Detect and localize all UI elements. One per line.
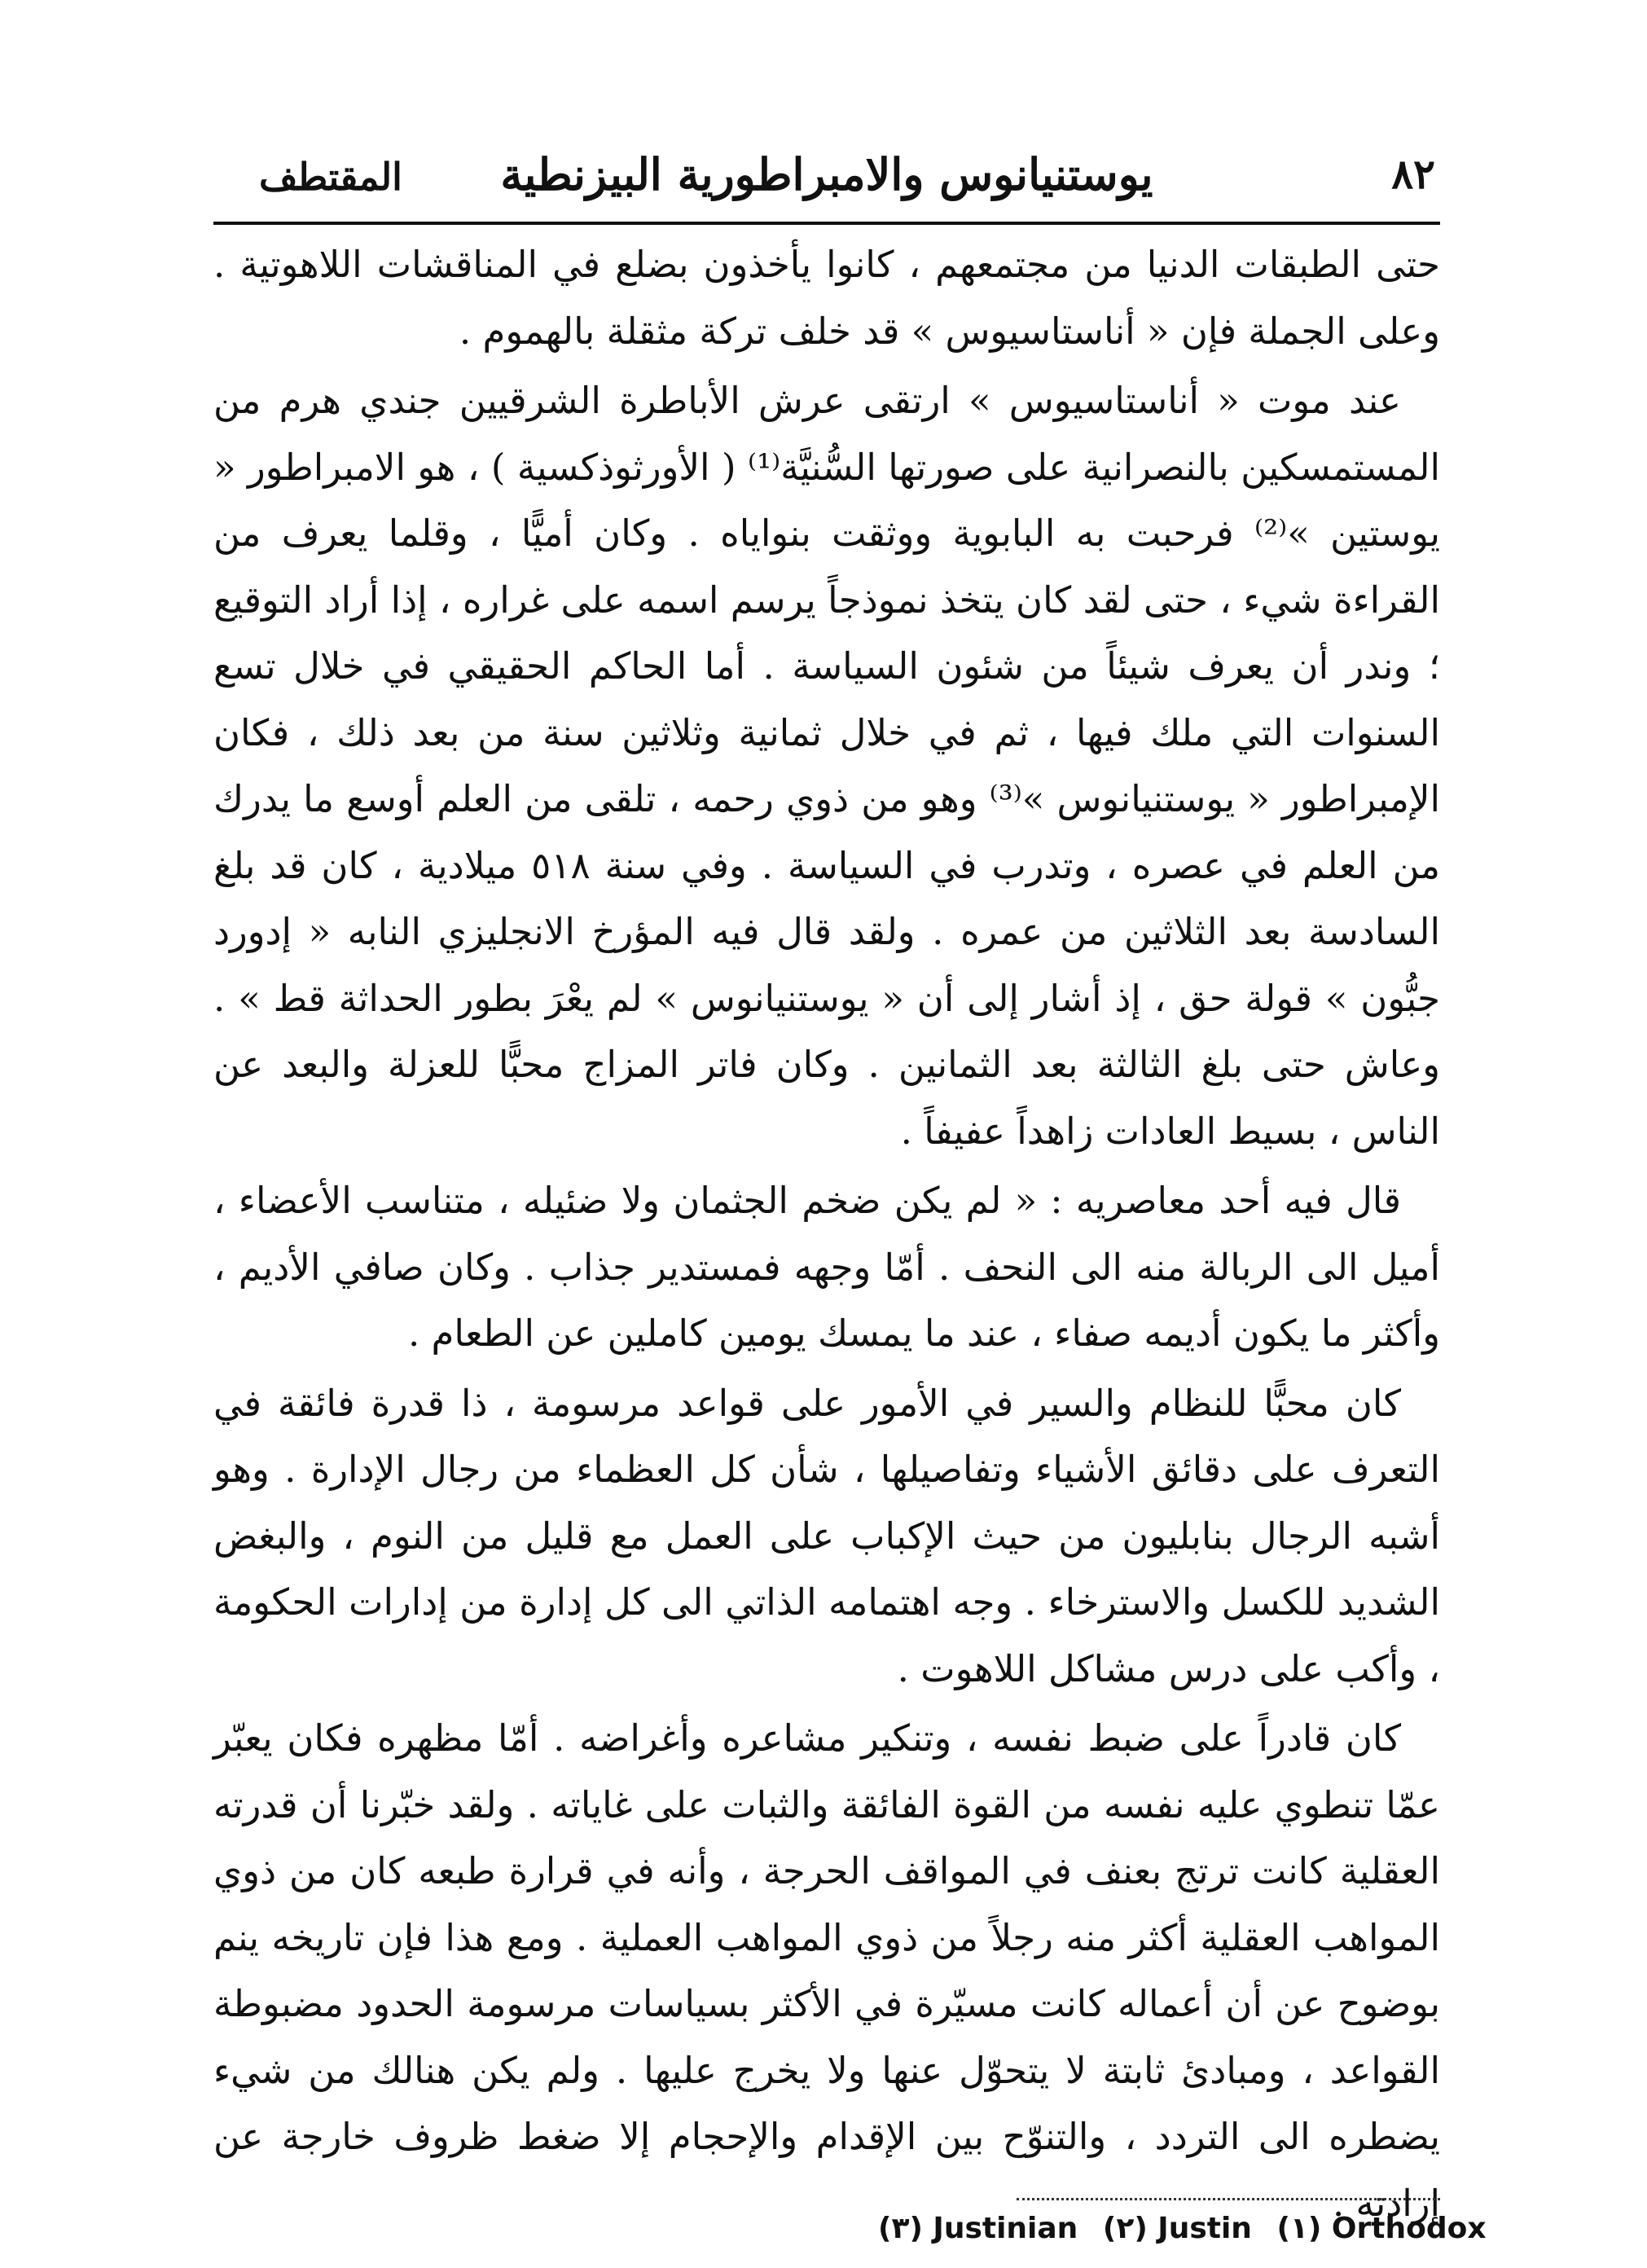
footnote-1: (١) Orthodox — [1276, 2212, 1487, 2245]
paragraph: حتى الطبقات الدنيا من مجتمعهم ، كانوا يأخذون بضلع في المناقشات اللاهوتية . وعلى الجملة فإن « أناستاسيوس » قد خلف تركة مثقلة بالهموم . — [213, 243, 1440, 353]
article-body — [213, 231, 1440, 2239]
footnote-2: (٢) Justin — [1102, 2212, 1252, 2245]
footnotes — [863, 2209, 1487, 2248]
paragraph: كان قادراً على ضبط نفسه ، وتنكير مشاعره وأغراضه . أمّا مظهره فكان يعبّر عمّا تنطوي عليه نفسه من القوة الفائقة والثبات على غاياته . ولقد خبّرنا أن قدرته العقلية كانت ترتج بعنف في المواقف الحرجة ، وأنه في قرارة طبعه كان من ذوي المواهب العقلية أكثر منه رجلاً من ذوي المواهب العملية . ومع هذا فإن تاريخه ينم بوضوح عن أن أعماله كانت مسيّرة في الأكثر بسياسات مرسومة الحدود مضبوطة القواعد ، ومبادئ ثابتة لا يتحوّل عنها ولا يخرج عليها . ولم يكن هنالك من شيء يضطره الى التردد ، والتنوّح بين الإقدام والإحجام إلا ضغط ظروف خارجة عن إرادته . — [213, 1716, 1440, 2225]
page-number: ٨٢ — [1391, 150, 1435, 198]
journal-name: المقتطف — [259, 155, 402, 199]
footnote-3: (٣) Justinian — [878, 2212, 1078, 2245]
running-header — [218, 143, 1435, 217]
article-title: يوستنيانوس والامبراطورية البيزنطية — [500, 148, 1153, 200]
header-rule — [213, 222, 1440, 225]
paragraph: قال فيه أحد معاصريه : « لم يكن ضخم الجثمان ولا ضئيله ، متناسب الأعضاء ، أميل الى الربالة منه الى النحف . أمّا وجهه فمستدير جذاب . وكان صافي الأديم ، وأكثر ما يكون أديمه صفاء ، عند ما يمسك يومين كاملين عن الطعام . — [213, 1179, 1440, 1355]
footnote-rule — [1017, 2198, 1440, 2200]
paragraph: كان محبًّا للنظام والسير في الأمور على قواعد مرسومة ، ذا قدرة فائقة في التعرف على دقائق الأشياء وتفاصيلها ، شأن كل العظماء من رجال الإدارة . وهو أشبه الرجال بنابليون من حيث الإكباب على العمل مع قليل من النوم ، والبغض الشديد للكسل والاسترخاء . وجه اهتمامه الذاتي الى كل إدارة من إدارات الحكومة ، وأكب على درس مشاكل اللاهوت . — [213, 1381, 1440, 1690]
paragraph: عند موت « أناستاسيوس » ارتقى عرش الأباطرة الشرقيين جندي هرم من المستمسكين بالنصرانية على صورتها السُّنيَّة⁽¹⁾ ( الأورثوذكسية ) ، هو الامبراطور « يوستين »⁽²⁾ فرحبت به البابوية ووثقت بنواياه . وكان أميًّا ، وقلما يعرف من القراءة شيء ، حتى لقد كان يتخذ نموذجاً يرسم اسمه على غراره ، إذا أراد التوقيع ؛ وندر أن يعرف شيئاً من شئون السياسة . أما الحاكم الحقيقي في خلال تسع السنوات التي ملك فيها ، ثم في خلال ثمانية وثلاثين سنة من بعد ذلك ، فكان الإمبراطور « يوستنيانوس »⁽³⁾ وهو من ذوي رحمه ، تلقى من العلم أوسع ما يدرك من العلم في عصره ، وتدرب في السياسة . وفي سنة ٥١٨ ميلادية ، كان قد بلغ السادسة بعد الثلاثين من عمره . ولقد قال فيه المؤرخ الانجليزي النابه « إدورد جبُّون » قولة حق ، إذ أشار إلى أن « يوستنيانوس » لم يعْرَ بطور الحداثة قط » . وعاش حتى بلغ الثالثة بعد الثمانين . وكان فاتر المزاج محبًّا للعزلة والبعد عن الناس ، بسيط العادات زاهداً عفيفاً . — [213, 379, 1440, 1153]
